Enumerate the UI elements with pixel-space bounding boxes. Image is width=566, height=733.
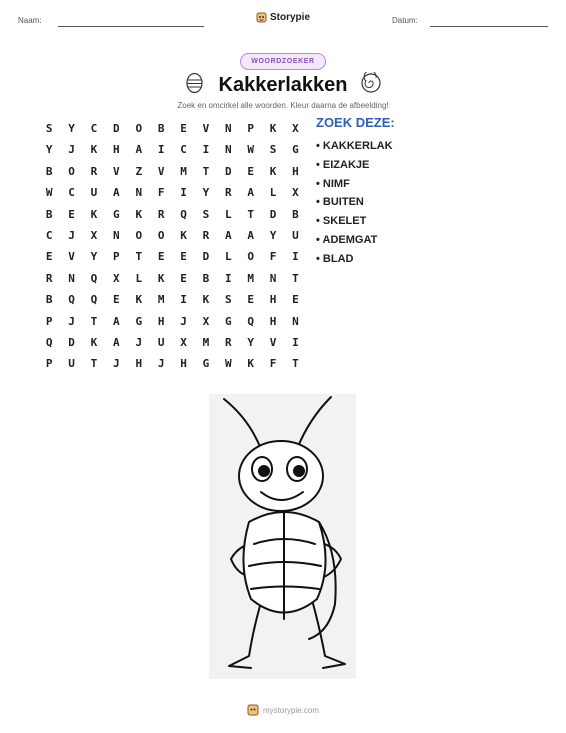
grid-row (38, 246, 307, 267)
grid-letter[interactable]: W (247, 143, 255, 157)
grid-letter[interactable]: H (135, 357, 143, 371)
grid-letter[interactable]: Y (269, 228, 277, 242)
grid-row (38, 225, 307, 246)
grid-letter[interactable]: U (90, 186, 98, 200)
grid-letter[interactable]: N (225, 143, 232, 157)
grid-letter[interactable]: Z (135, 164, 143, 178)
grid-letter[interactable]: I (180, 186, 187, 200)
grid-letter[interactable]: L (269, 186, 277, 200)
grid-letter[interactable]: B (45, 164, 53, 178)
grid-letter[interactable]: G (202, 357, 210, 371)
grid-letter[interactable]: Q (68, 293, 75, 307)
grid-letter[interactable]: Y (90, 250, 98, 264)
grid-letter[interactable]: C (45, 228, 53, 242)
grid-letter[interactable]: Y (202, 186, 210, 200)
grid-letter[interactable]: N (225, 122, 232, 135)
grid-letter[interactable]: B (45, 207, 53, 221)
storypie-mascot-icon (247, 704, 259, 716)
grid-letter[interactable]: J (68, 143, 75, 157)
grid-letter[interactable]: R (202, 228, 210, 242)
grid-letter[interactable]: E (68, 207, 75, 221)
grid-letter[interactable]: H (269, 314, 277, 328)
grid-letter[interactable]: M (180, 164, 187, 178)
grid-letter[interactable]: N (113, 228, 120, 242)
page-title: Kakkerlakken (218, 74, 348, 96)
grid-letter[interactable]: U (157, 335, 165, 349)
word-item: • EIZAKJE (316, 158, 370, 171)
grid-letter[interactable]: N (68, 271, 75, 285)
grid-letter[interactable]: D (269, 207, 277, 221)
grid-letter[interactable]: N (292, 314, 299, 328)
grid-letter[interactable]: H (157, 314, 165, 328)
grid-letter[interactable]: E (113, 293, 120, 307)
grid-letter[interactable]: P (113, 250, 120, 264)
grid-letter[interactable]: S (45, 122, 53, 135)
grid-letter[interactable]: M (202, 335, 210, 349)
date-line[interactable] (430, 26, 548, 27)
word-item: • ADEMGAT (316, 233, 378, 246)
grid-letter[interactable]: V (202, 122, 210, 135)
grid-letter[interactable]: W (45, 186, 53, 200)
grid-letter[interactable]: U (68, 357, 75, 371)
footer (0, 704, 566, 716)
word-item: • BLAD (316, 252, 354, 265)
grid-letter[interactable]: E (247, 293, 255, 307)
grid-letter[interactable]: K (202, 293, 210, 307)
grid-letter[interactable]: R (225, 335, 232, 349)
grid-letter[interactable]: H (113, 143, 120, 157)
grid-letter[interactable]: W (225, 357, 232, 371)
grid-letter[interactable]: S (269, 143, 277, 157)
grid-letter[interactable]: D (113, 122, 120, 135)
grid-letter[interactable]: P (247, 122, 255, 135)
grid-letter[interactable]: A (225, 228, 232, 242)
grid-letter[interactable]: T (292, 357, 299, 371)
grid-row (38, 311, 307, 332)
instructions: Zoek en omcirkel alle woorden. Kleur daarna de afbeelding! (177, 101, 389, 110)
grid-letter[interactable]: T (202, 164, 210, 178)
grid-row (38, 268, 307, 289)
worksheet-type-badge: WOORDZOEKER (240, 53, 326, 70)
grid-letter[interactable]: K (269, 164, 277, 178)
grid-letter[interactable]: B (202, 271, 210, 285)
grid-letter[interactable]: A (113, 335, 120, 349)
brand (256, 12, 310, 23)
grid-letter[interactable]: O (157, 228, 165, 242)
grid-letter[interactable]: K (135, 293, 143, 307)
grid-letter[interactable]: R (157, 207, 165, 221)
grid-letter[interactable]: I (202, 143, 210, 157)
grid-letter[interactable]: L (225, 250, 232, 264)
grid-letter[interactable]: Q (180, 207, 187, 221)
grid-row (38, 139, 307, 160)
grid-letter[interactable]: U (292, 228, 299, 242)
grid-letter[interactable]: E (180, 122, 187, 135)
grid-letter[interactable]: I (157, 143, 165, 157)
grid-letter[interactable]: V (68, 250, 75, 264)
grid-letter[interactable]: K (90, 143, 98, 157)
grid-letter[interactable]: G (113, 207, 120, 221)
grid-letter[interactable]: K (90, 207, 98, 221)
word-list (316, 115, 395, 269)
grid-letter[interactable]: K (269, 122, 277, 135)
grid-row (38, 204, 307, 225)
grid-letter[interactable]: J (180, 314, 187, 328)
word-search-grid[interactable] (38, 118, 307, 375)
grid-letter[interactable]: J (135, 335, 143, 349)
grid-letter[interactable]: R (225, 186, 232, 200)
grid-letter[interactable]: F (269, 250, 277, 264)
grid-letter[interactable]: T (90, 357, 98, 371)
grid-row (38, 353, 307, 374)
name-line[interactable] (58, 26, 204, 27)
grid-letter[interactable]: E (247, 164, 255, 178)
grid-letter[interactable]: X (202, 314, 210, 328)
grid-letter[interactable]: X (90, 228, 98, 242)
grid-letter[interactable]: L (135, 271, 143, 285)
word-item: • BUITEN (316, 196, 364, 209)
grid-letter[interactable]: K (157, 271, 165, 285)
cockroach-coloring-image (209, 394, 356, 679)
grid-letter[interactable]: I (180, 293, 187, 307)
grid-letter[interactable]: F (157, 186, 165, 200)
grid-letter[interactable]: I (225, 271, 232, 285)
grid-letter[interactable]: X (180, 335, 187, 349)
grid-letter[interactable]: E (157, 250, 165, 264)
grid-letter[interactable]: E (180, 271, 187, 285)
grid-letter[interactable]: X (292, 122, 299, 135)
grid-letter[interactable]: D (202, 250, 210, 264)
grid-letter[interactable]: R (90, 164, 98, 178)
grid-letter[interactable]: V (269, 335, 277, 349)
grid-letter[interactable]: P (45, 314, 53, 328)
grid-letter[interactable]: Q (45, 335, 53, 349)
grid-row (38, 161, 307, 182)
spiral-shell-icon (360, 72, 382, 94)
grid-letter[interactable]: K (135, 207, 143, 221)
grid-letter[interactable]: I (292, 335, 299, 349)
grid-letter[interactable]: S (225, 293, 232, 307)
grid-letter[interactable]: Y (45, 143, 53, 157)
grid-letter[interactable]: H (180, 357, 187, 371)
grid-letter[interactable]: O (68, 164, 75, 178)
grid-letter[interactable]: J (113, 357, 120, 371)
word-list-title: ZOEK DEZE: (316, 115, 395, 130)
grid-letter[interactable]: A (113, 186, 120, 200)
grid-letter[interactable]: C (90, 122, 98, 135)
grid-letter[interactable]: O (247, 250, 255, 264)
grid-letter[interactable]: J (68, 314, 75, 328)
date-label: Datum: (392, 16, 418, 25)
brand-name: Storypie (270, 12, 311, 23)
grid-letter[interactable]: F (269, 357, 277, 371)
grid-letter[interactable]: G (225, 314, 232, 328)
grid-letter[interactable]: E (45, 250, 53, 264)
grid-letter[interactable]: T (247, 207, 255, 221)
cockroach-illustration (209, 394, 356, 679)
grid-letter[interactable]: D (225, 164, 232, 178)
grid-letter[interactable]: H (292, 164, 299, 178)
grid-letter[interactable]: B (45, 293, 53, 307)
grid-letter[interactable]: Y (68, 122, 75, 135)
grid-letter[interactable]: Q (247, 314, 255, 328)
grid-letter[interactable]: J (157, 357, 165, 371)
grid-letter[interactable]: K (90, 335, 98, 349)
grid-letter[interactable]: V (157, 164, 165, 178)
grid-letter[interactable]: Q (90, 271, 98, 285)
grid-letter[interactable]: P (45, 357, 53, 371)
grid-letter[interactable]: H (269, 293, 277, 307)
footer-url[interactable]: mystorypie.com (262, 705, 319, 715)
grid-letter[interactable]: D (68, 335, 75, 349)
grid-letter[interactable]: X (113, 271, 120, 285)
grid-letter[interactable]: M (247, 271, 255, 285)
grid-letter[interactable]: O (135, 228, 143, 242)
word-item: • SKELET (316, 215, 367, 228)
grid-letter[interactable]: T (292, 271, 299, 285)
grid-letter[interactable]: A (247, 186, 255, 200)
grid-letter[interactable]: A (135, 143, 143, 157)
storypie-logo-icon (256, 12, 267, 23)
grid-letter[interactable]: J (68, 228, 75, 242)
grid-letter[interactable]: O (135, 122, 143, 135)
grid-letter[interactable]: E (292, 293, 299, 307)
grid-letter[interactable]: T (90, 314, 98, 328)
grid-letter[interactable]: A (113, 314, 120, 328)
word-item: • KAKKERLAK (316, 140, 393, 152)
grid-letter[interactable]: M (157, 293, 165, 307)
grid-letter[interactable]: R (45, 271, 53, 285)
grid-letter[interactable]: N (269, 271, 277, 285)
grid-letter[interactable]: S (202, 207, 210, 221)
grid-letter[interactable]: K (247, 357, 255, 371)
grid-letter[interactable]: E (180, 250, 187, 264)
name-label: Naam: (18, 16, 42, 25)
page-header (0, 12, 566, 32)
grid-row (38, 332, 307, 353)
grid-letter[interactable]: V (113, 164, 120, 178)
grid-row (38, 118, 307, 139)
grid-letter[interactable]: I (292, 250, 299, 264)
grid-row (38, 182, 307, 203)
grid-letter[interactable]: Y (247, 335, 255, 349)
grid-letter[interactable]: L (225, 207, 232, 221)
word-item: • NIMF (316, 177, 350, 190)
grid-letter[interactable]: T (135, 250, 143, 264)
grid-letter[interactable]: A (247, 228, 255, 242)
grid-letter[interactable]: B (157, 122, 165, 135)
grid-row (38, 289, 307, 310)
grid-letter[interactable]: K (180, 228, 187, 242)
grid-letter[interactable]: N (135, 186, 143, 200)
grid-letter[interactable]: X (292, 186, 299, 200)
grid-letter[interactable]: C (180, 143, 187, 157)
grid-letter[interactable]: B (292, 207, 299, 221)
grid-letter[interactable]: G (135, 314, 143, 328)
grid-letter[interactable]: Q (90, 293, 98, 307)
grid-letter[interactable]: G (292, 143, 299, 157)
grid-letter[interactable]: C (68, 186, 75, 200)
